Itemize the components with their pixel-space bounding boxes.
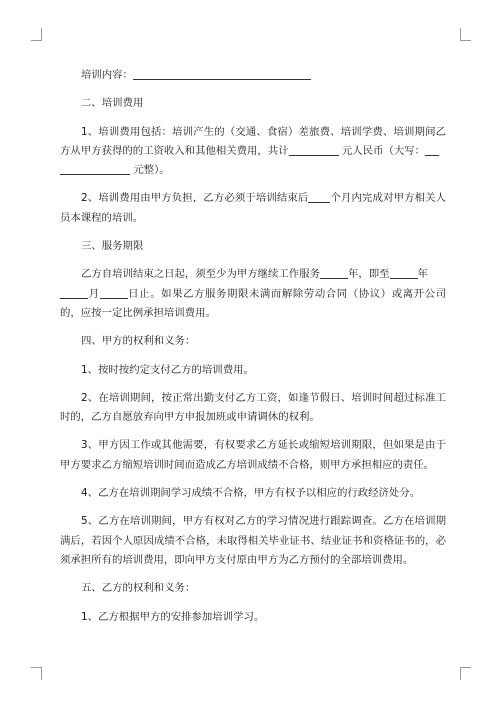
- s3-text-3: 年: [417, 268, 428, 281]
- fee-uppercase-blank-2: [60, 162, 130, 175]
- crop-mark-bottom-left: [31, 667, 42, 680]
- s2-item2-text: 2、培训费用由甲方负担，乙方必须于培训结束后: [81, 192, 309, 205]
- training-content-line: [60, 66, 446, 85]
- section-2-item-1: [60, 123, 446, 181]
- training-content-blank: [133, 67, 311, 80]
- section-5-title: 五、乙方的权利和义务：: [81, 582, 196, 595]
- end-day-blank: [100, 286, 128, 299]
- crop-mark-top-left: [31, 28, 42, 41]
- s3-text-2: 年，即至: [347, 268, 390, 281]
- end-year-blank: [390, 266, 418, 279]
- section-4-item-2: 2、在培训期间，按正常出勤支付乙方工资，如逢节假日、培训时间超过标准工时的，乙方自愿放弃向甲方申报加班或申请调休的权利。: [60, 391, 446, 424]
- fee-uppercase-blank-1: [425, 143, 439, 156]
- end-month-blank: [60, 286, 88, 299]
- section-3-title: 三、服务期限: [81, 240, 144, 253]
- document-body: [60, 66, 446, 636]
- s2-item1-text-3: 元整）。: [133, 164, 170, 177]
- section-4-item-1: 1、按时按约定支付乙方的培训费用。: [81, 363, 254, 376]
- crop-mark-bottom-right: [460, 667, 471, 680]
- s2-item1-text-2: 元人民币（大写：: [341, 144, 426, 157]
- fee-amount-blank: [289, 143, 339, 156]
- section-2-title: 二、培训费用: [81, 97, 144, 110]
- section-2-item-2: [60, 189, 446, 228]
- section-3-paragraph: [60, 265, 446, 323]
- service-years-blank: [320, 266, 348, 279]
- training-content-label: 培训内容：: [81, 69, 133, 81]
- s3-text-4: 月: [88, 287, 100, 300]
- s3-text: 乙方自培训结束之日起，须至少为甲方继续工作服务: [81, 268, 320, 281]
- section-4-item-3: 3、甲方因工作或其他需要，有权要求乙方延长或缩短培训期限，但如果是由于甲方要求乙方缩短培训时间而造成乙方培训成绩不合格，则甲方承担相应的责任。: [60, 439, 446, 471]
- section-5-item-1: 1、乙方根据甲方的安排参加培训学习。: [81, 610, 265, 623]
- crop-mark-top-right: [460, 28, 471, 41]
- months-blank: [308, 190, 330, 203]
- s2-item2-text-2: 个月内完成对甲方相关人员本课程的培训。: [60, 192, 446, 224]
- s2-item1-text: 1、培训费用包括：培训产生的（交通、食宿）差旅费、培训学费、培训期间乙方从甲方获得的的工资收入和其他相关费用，共计: [60, 125, 446, 157]
- s3-text-5: 日止。如果乙方服务期限未满而解除劳动合同（协议）或离开公司的，应按一定比例承担培训费用。: [60, 287, 447, 319]
- section-4-item-5: 5、乙方在培训期间，甲方有权对乙方的学习情况进行跟踪调查。乙方在培训期满后，若因个人原因成绩不合格，未取得相关毕业证书、结业证书和资格证书的，必须承担所有的培训费用，即向甲方支付原由甲方为乙方预付的全部培训费用。: [60, 515, 446, 566]
- section-4-item-4: 4、乙方在培训期间学习成绩不合格，甲方有权予以相应的行政经济处分。: [81, 487, 421, 500]
- section-4-title: 四、甲方的权利和义务：: [81, 335, 196, 348]
